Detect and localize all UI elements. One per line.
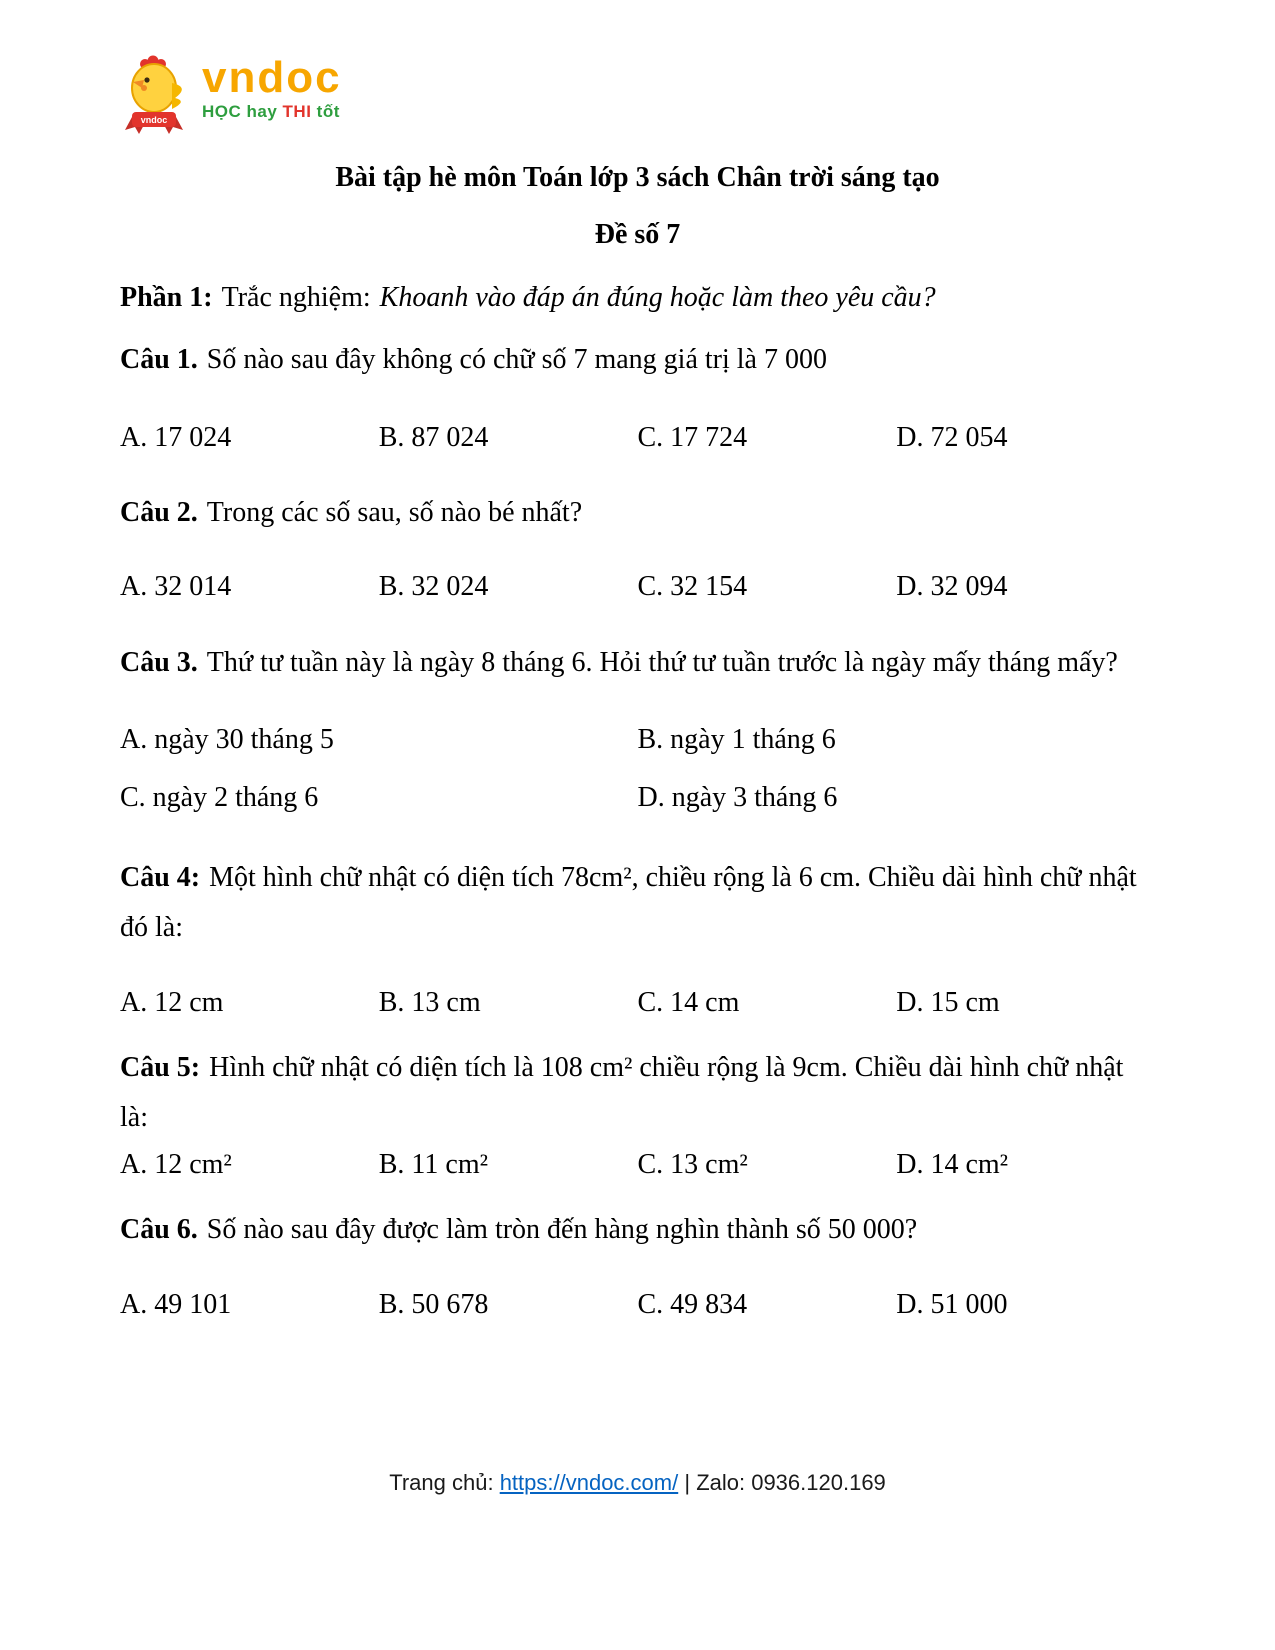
part1-label: Phần 1: xyxy=(120,282,213,313)
chicken-mascot-icon xyxy=(120,55,192,135)
question-6-label: Câu 6. xyxy=(120,1214,198,1245)
question-1-options xyxy=(120,420,1155,456)
question-3-option-a: A. ngày 30 tháng 5 xyxy=(120,724,334,755)
question-3 xyxy=(120,638,1155,688)
logo-tagline xyxy=(202,101,342,123)
logo-text-block xyxy=(202,55,342,123)
part1-instruction: Khoanh vào đáp án đúng hoặc làm theo yêu cầu? xyxy=(379,282,936,313)
question-4-option-b: B. 13 cm xyxy=(378,987,481,1018)
question-6-text: Số nào sau đây được làm tròn đến hàng nghìn thành số 50 000? xyxy=(206,1214,918,1245)
question-5-option-b: B. 11 cm² xyxy=(378,1149,488,1180)
footer-zalo: Zalo: 0936.120.169 xyxy=(696,1470,886,1495)
question-1-option-c: C. 17 724 xyxy=(637,422,748,453)
question-2 xyxy=(120,488,1155,538)
question-6-options xyxy=(120,1287,1155,1323)
question-1-option-b: B. 87 024 xyxy=(378,422,489,453)
question-4-option-d: D. 15 cm xyxy=(896,987,1000,1018)
question-6 xyxy=(120,1205,1155,1255)
part1-intro: Trắc nghiệm: xyxy=(221,282,371,313)
question-5-options xyxy=(120,1147,1155,1183)
question-4-option-a: A. 12 cm xyxy=(120,987,224,1018)
question-5-option-c: C. 13 cm² xyxy=(637,1149,748,1180)
footer-home-link[interactable]: https://vndoc.com/ xyxy=(499,1470,679,1495)
question-2-option-c: C. 32 154 xyxy=(637,571,748,602)
question-3-text: Thứ tư tuần này là ngày 8 tháng 6. Hỏi thứ tư tuần trước là ngày mấy tháng mấy? xyxy=(206,647,1118,678)
part1-heading xyxy=(120,280,1155,316)
question-4-text: Một hình chữ nhật có diện tích 78cm², chiều rộng là 6 cm. Chiều dài hình chữ nhật đó là: xyxy=(120,862,1137,943)
question-4-options xyxy=(120,985,1155,1021)
question-3-option-c: C. ngày 2 tháng 6 xyxy=(120,782,319,813)
question-3-option-b: B. ngày 1 tháng 6 xyxy=(637,724,836,755)
question-6-option-d: D. 51 000 xyxy=(896,1289,1008,1320)
question-2-option-d: D. 32 094 xyxy=(896,571,1008,602)
question-5-label: Câu 5: xyxy=(120,1052,201,1083)
question-5-text: Hình chữ nhật có diện tích là 108 cm² chiều rộng là 9cm. Chiều dài hình chữ nhật là: xyxy=(120,1052,1124,1133)
document-subtitle: Đề số 7 xyxy=(594,219,681,250)
tagline-part-tot: tốt xyxy=(316,102,340,121)
vndoc-logo xyxy=(120,55,1155,135)
question-2-text: Trong các số sau, số nào bé nhất? xyxy=(206,497,583,528)
page-footer xyxy=(120,1468,1155,1498)
question-3-option-d: D. ngày 3 tháng 6 xyxy=(637,782,838,813)
question-2-label: Câu 2. xyxy=(120,497,198,528)
question-5-option-a: A. 12 cm² xyxy=(120,1149,232,1180)
question-2-option-a: A. 32 014 xyxy=(120,571,232,602)
question-1-option-a: A. 17 024 xyxy=(120,422,232,453)
question-3-label: Câu 3. xyxy=(120,647,198,678)
question-1-option-d: D. 72 054 xyxy=(896,422,1008,453)
question-4-label: Câu 4: xyxy=(120,862,201,893)
footer-home-label: Trang chủ: xyxy=(389,1470,494,1495)
question-4-option-c: C. 14 cm xyxy=(637,987,740,1018)
tagline-part-thi: THI xyxy=(282,102,312,121)
question-6-option-c: C. 49 834 xyxy=(637,1289,748,1320)
question-1 xyxy=(120,335,1155,385)
question-1-text: Số nào sau đây không có chữ số 7 mang giá trị là 7 000 xyxy=(206,344,827,375)
question-4 xyxy=(120,853,1155,953)
question-2-options xyxy=(120,569,1155,605)
question-1-label: Câu 1. xyxy=(120,344,198,375)
tagline-part-hoc-hay: HỌC hay xyxy=(202,102,278,121)
question-5 xyxy=(120,1043,1155,1143)
question-5-option-d: D. 14 cm² xyxy=(896,1149,1009,1180)
footer-separator: | xyxy=(684,1470,691,1495)
question-6-option-b: B. 50 678 xyxy=(378,1289,489,1320)
question-6-option-a: A. 49 101 xyxy=(120,1289,232,1320)
document-title: Bài tập hè môn Toán lớp 3 sách Chân trời sáng tạo xyxy=(335,162,940,193)
logo-banner-text: vndoc xyxy=(140,115,168,125)
question-2-option-b: B. 32 024 xyxy=(378,571,489,602)
question-3-options xyxy=(120,722,1155,816)
logo-wordmark: vndoc xyxy=(202,53,342,102)
